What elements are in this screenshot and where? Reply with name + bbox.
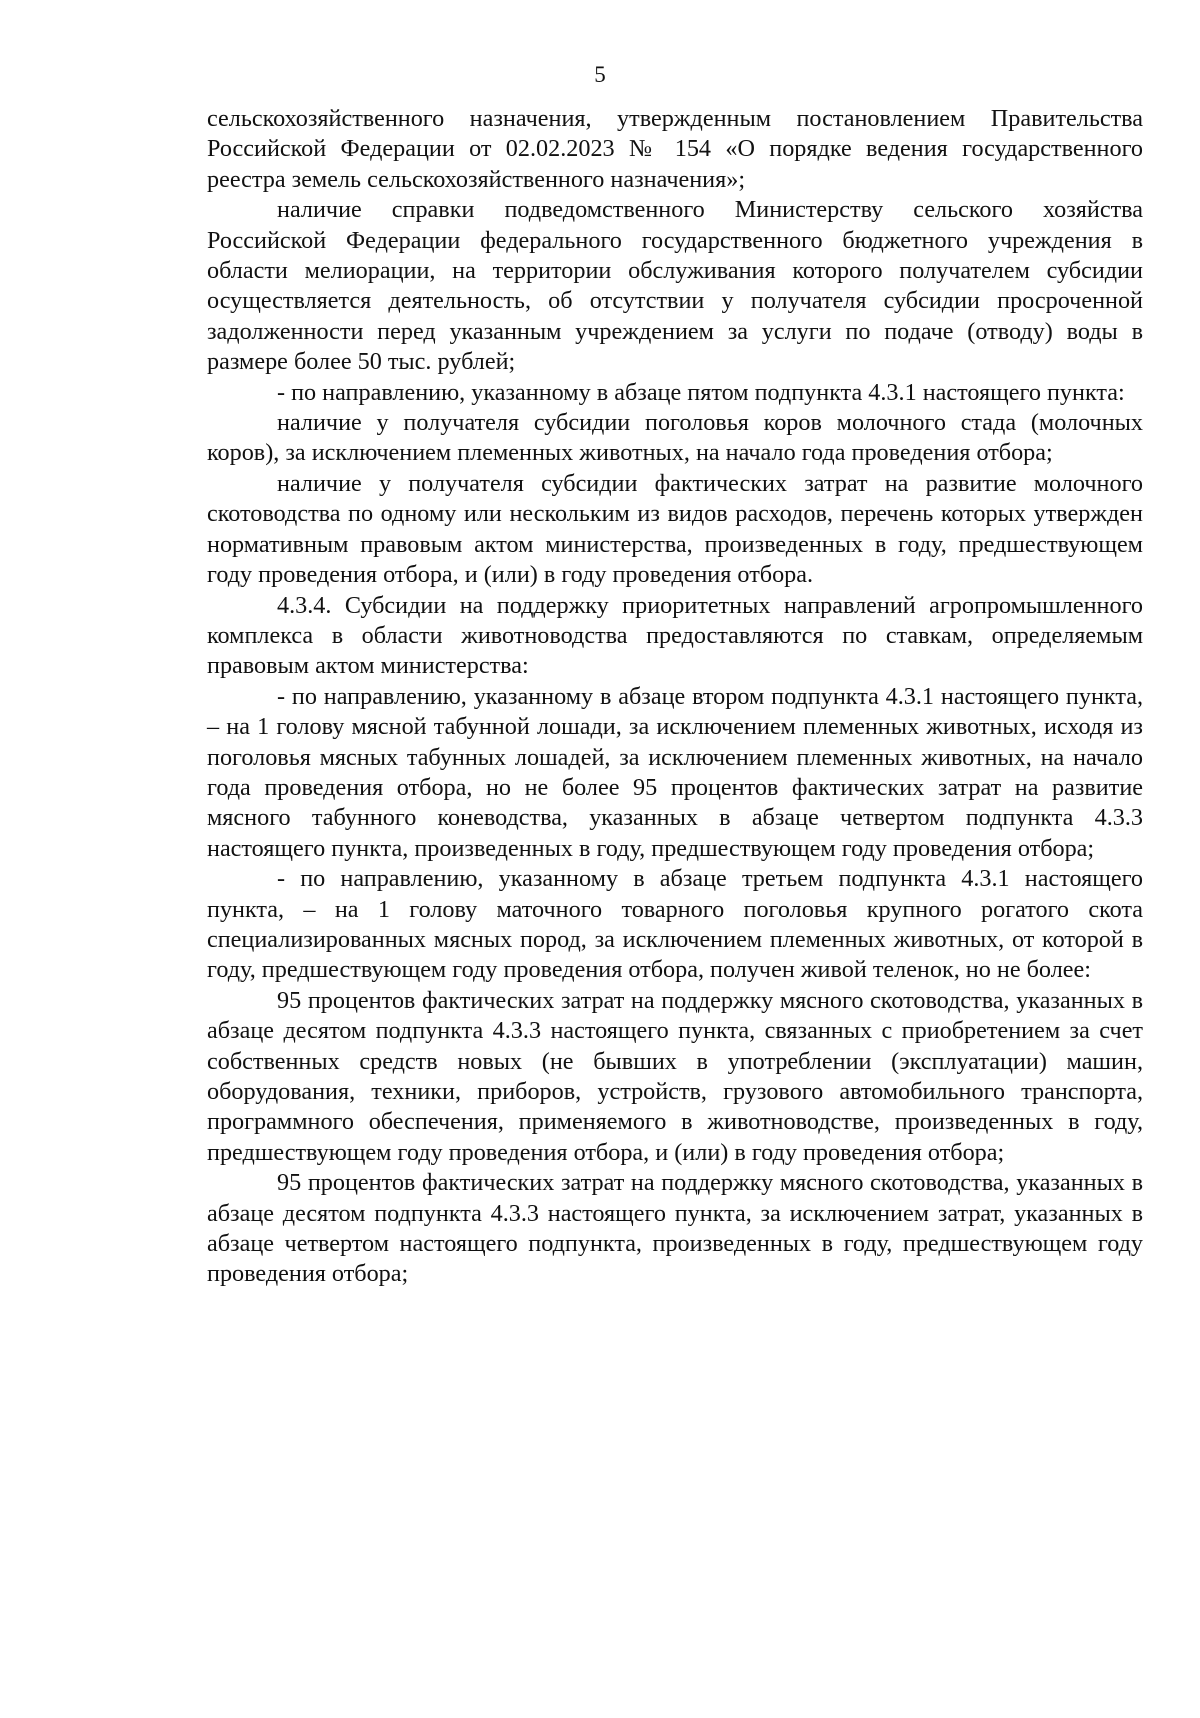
paragraph: наличие справки подведомственного Министерству сельского хозяйства Российской Федерации федерального государственного бюджетного учреждения в области мелиорации, на территории обслуживания которого получателем субсидии осуществляется деятельность, об отсутствии у получателя субсидии просроченной задолженности перед указанным учреждением за услуги по подаче (отводу) воды в размере более 50 тыс. рублей;	[207, 196, 1143, 376]
paragraph: - по направлению, указанному в абзаце третьем подпункта 4.3.1 настоящего пункта, – на 1 голову маточного товарного поголовья крупного рогатого скота специализированных мясных пород, за исключением племенных животных, от которой в году, предшествующем году проведения отбора, получен живой теленок, но не более:	[207, 865, 1143, 984]
paragraph: 95 процентов фактических затрат на поддержку мясного скотоводства, указанных в абзаце десятом подпункта 4.3.3 настоящего пункта, за исключением затрат, указанных в абзаце четвертом настоящего подпункта, произведенных в году, предшествующем году проведения отбора;	[207, 1169, 1143, 1288]
paragraph: - по направлению, указанному в абзаце пятом подпункта 4.3.1 настоящего пункта:	[277, 378, 1125, 406]
paragraph: наличие у получателя субсидии поголовья коров молочного стада (молочных коров), за исключением племенных животных, на начало года проведения отбора;	[207, 409, 1143, 467]
page-number: 5	[594, 62, 606, 87]
paragraph: 4.3.4. Субсидии на поддержку приоритетных направлений агропромышленного комплекса в области животноводства предоставляются по ставкам, определяемым правовым актом министерства:	[207, 591, 1143, 680]
paragraph: - по направлению, указанному в абзаце втором подпункта 4.3.1 настоящего пункта, – на 1 голову мясной табунной лошади, за исключением племенных животных, исходя из поголовья мясных табунных лошадей, за исключением племенных животных, на начало года проведения отбора, но не более 95 процентов фактических затрат на развитие мясного табунного коневодства, указанных в абзаце четвертом подпункта 4.3.3 настоящего пункта, произведенных в году, предшествующем году проведения отбора;	[207, 682, 1143, 862]
document-body	[207, 104, 1143, 1290]
paragraph: наличие у получателя субсидии фактических затрат на развитие молочного скотоводства по одному или нескольким из видов расходов, перечень которых утвержден нормативным правовым актом министерства, произведенных в году, предшествующем году проведения отбора, и (или) в году проведения отбора.	[207, 469, 1143, 589]
paragraph: 95 процентов фактических затрат на поддержку мясного скотоводства, указанных в абзаце десятом подпункта 4.3.3 настоящего пункта, связанных с приобретением за счет собственных средств новых (не бывших в употреблении (эксплуатации) машин, оборудования, техники, приборов, устройств, грузового автомобильного транспорта, программного обеспечения, применяемого в животноводстве, произведенных в году, предшествующем году проведения отбора, и (или) в году проведения отбора;	[207, 986, 1143, 1166]
paragraph: сельскохозяйственного назначения, утвержденным постановлением Правительства Российской Федерации от 02.02.2023 № 154 «О порядке ведения государственного реестра земель сельскохозяйственного назначения»;	[207, 105, 1143, 193]
